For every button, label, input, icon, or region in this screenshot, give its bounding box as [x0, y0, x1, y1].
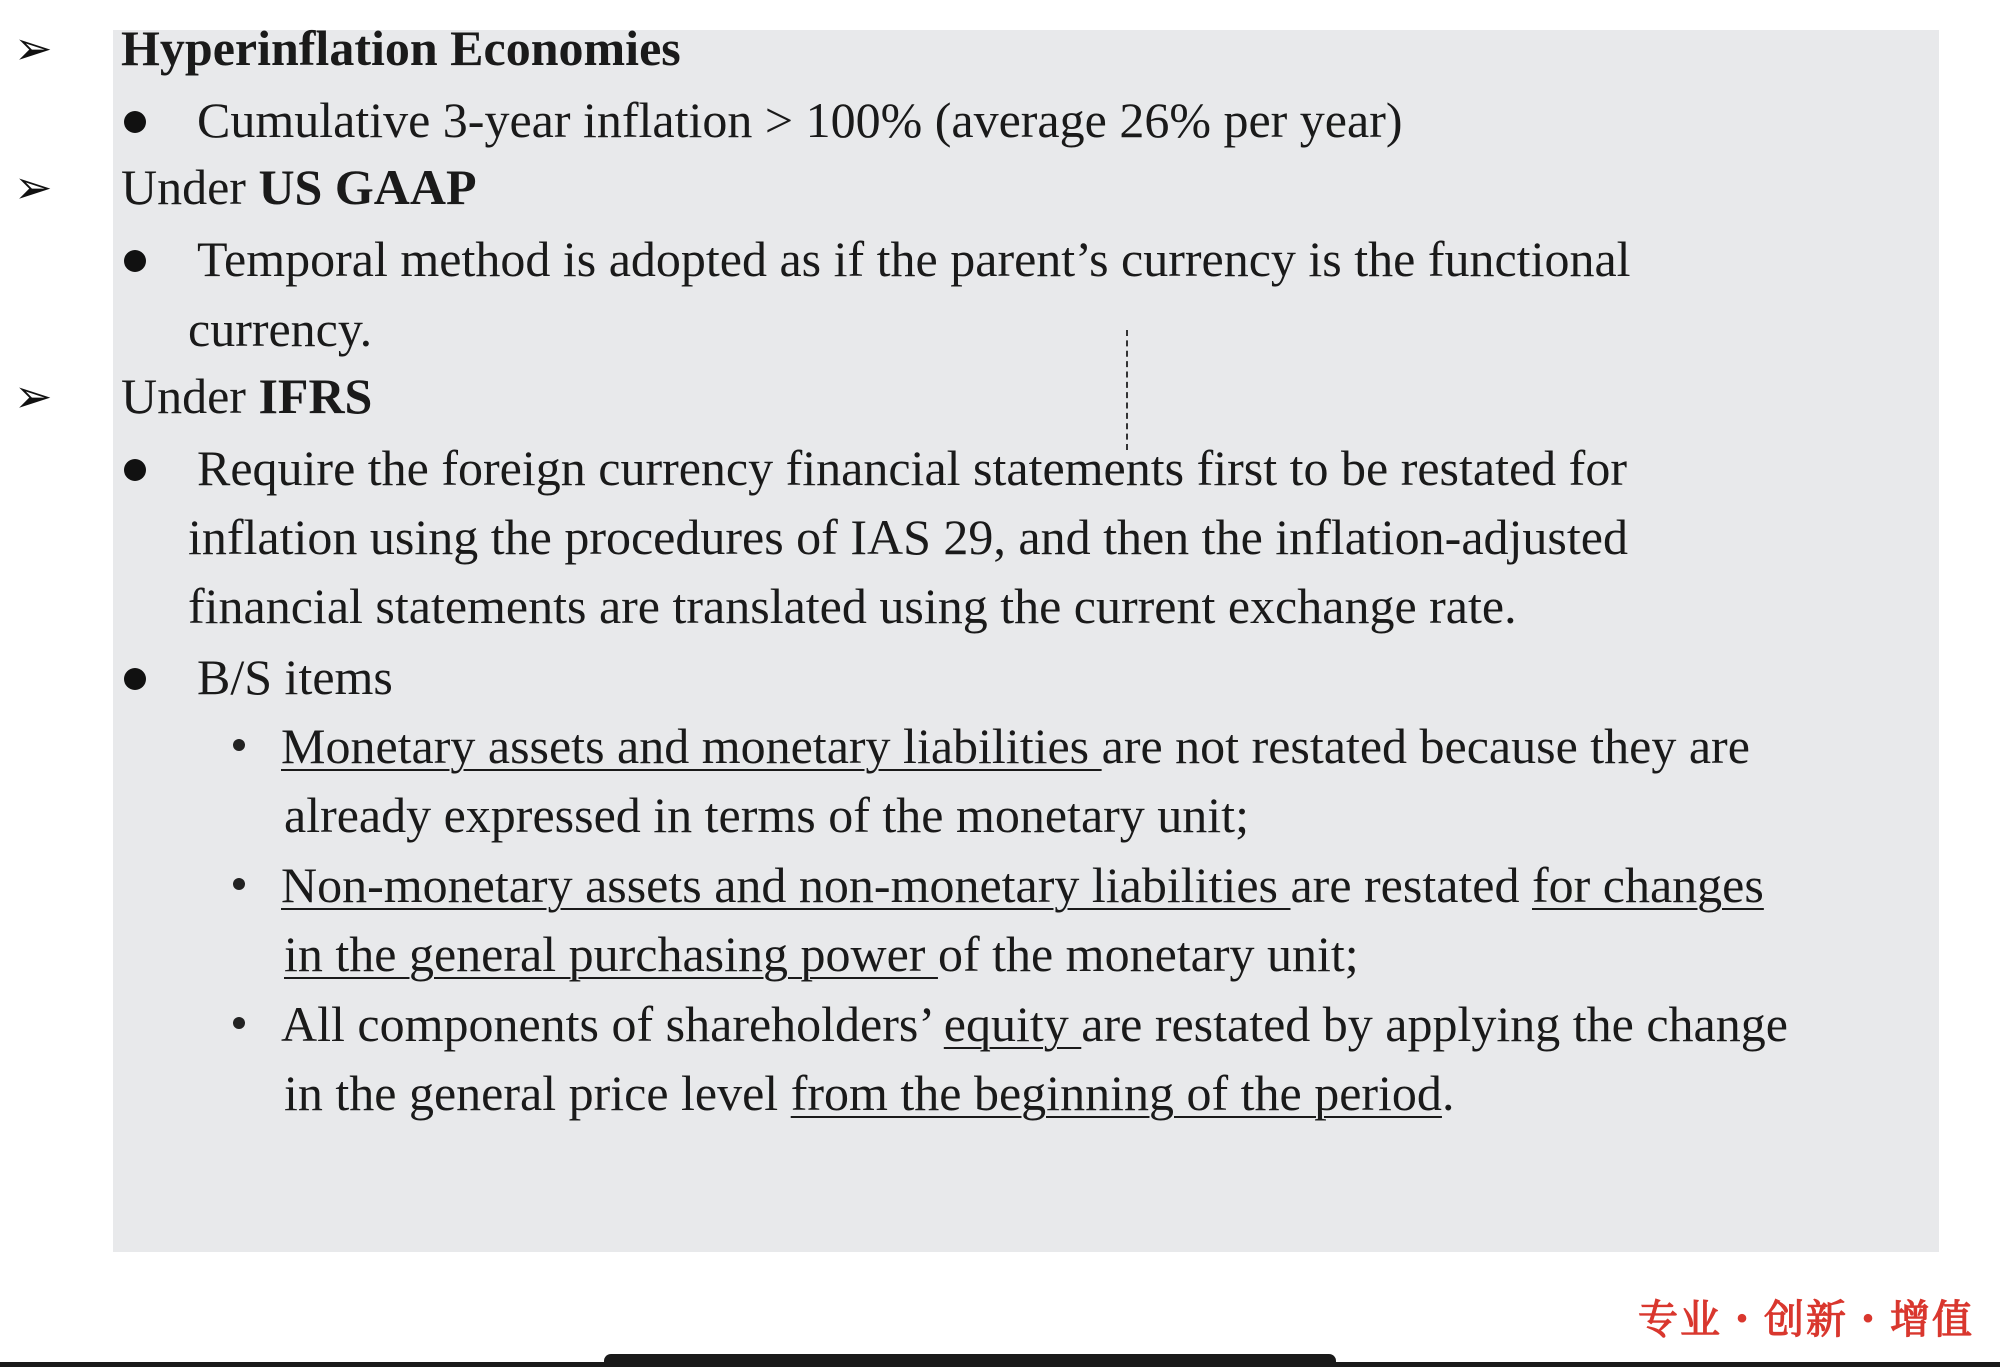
bullet-bs-items: B/S items [197, 649, 393, 705]
heading-us-gaap: Under US GAAP [121, 159, 477, 215]
sub-bullet-dot-icon [233, 1017, 245, 1029]
bullet-require-line1: Require the foreign currency financial statements first to be restated for [197, 440, 1627, 496]
heading-hyperinflation: Hyperinflation Economies [121, 20, 681, 76]
sub-bullet-equity-line2: in the general price level from the beginning of the period. [284, 1065, 1455, 1121]
sub-bullet-nonmonetary-line1: Non-monetary assets and non-monetary liabilities are restated for changes [281, 857, 1764, 913]
sub-bullet-dot-icon [233, 878, 245, 890]
bullet-dot-icon [124, 250, 146, 272]
sub-bullet-dot-icon [233, 739, 245, 751]
sub-bullet-monetary-line2: already expressed in terms of the monetary unit; [284, 787, 1249, 843]
text-cursor-guide [1126, 330, 1128, 450]
bullet-dot-icon [124, 111, 146, 133]
arrow-bullet-icon: ➢ [14, 21, 53, 75]
sub-bullet-equity-line1: All components of shareholders’ equity are restated by applying the change [281, 996, 1788, 1052]
sub-bullet-monetary-line1: Monetary assets and monetary liabilities are not restated because they are [281, 718, 1750, 774]
bullet-dot-icon [124, 459, 146, 481]
bullet-cumulative-inflation: Cumulative 3-year inflation > 100% (average 26% per year) [197, 92, 1403, 148]
heading-ifrs: Under IFRS [121, 368, 373, 424]
watermark-slogan: 专业・创新・增值 [1638, 1297, 1974, 1343]
arrow-bullet-icon: ➢ [14, 160, 53, 214]
home-indicator[interactable] [604, 1354, 1336, 1367]
arrow-bullet-icon: ➢ [14, 369, 53, 423]
bullet-dot-icon [124, 668, 146, 690]
bullet-require-line2: inflation using the procedures of IAS 29, and then the inflation-adjusted [188, 509, 1628, 565]
bullet-temporal-line2: currency. [188, 301, 373, 357]
sub-bullet-nonmonetary-line2: in the general purchasing power of the monetary unit; [284, 926, 1359, 982]
bullet-require-line3: financial statements are translated using the current exchange rate. [188, 578, 1517, 634]
bullet-temporal-line1: Temporal method is adopted as if the parent’s currency is the functional [197, 231, 1631, 287]
